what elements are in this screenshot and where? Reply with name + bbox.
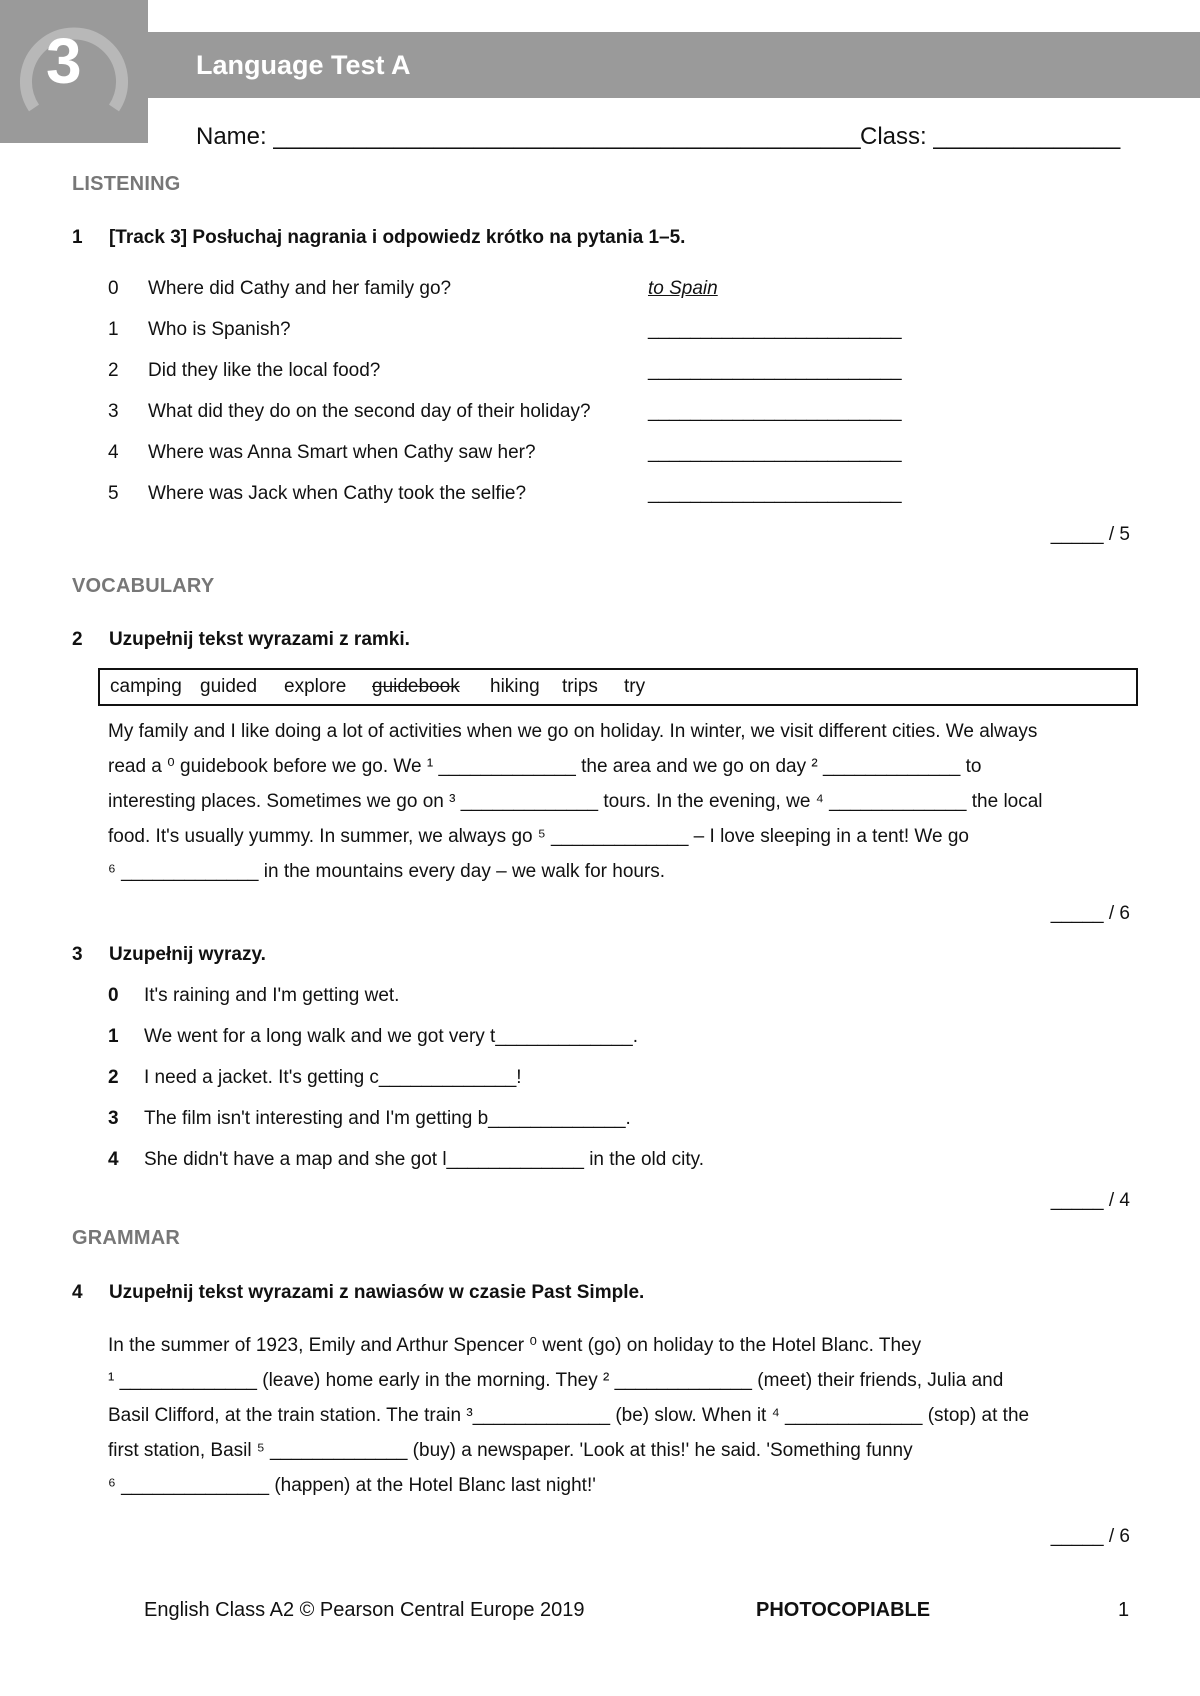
word-box-item-used: guidebook	[372, 676, 460, 697]
item-text[interactable]: She didn't have a map and she got l_____________ in the old city.	[144, 1149, 704, 1170]
paragraph-line: ¹ _____________ (leave) home early in the morning. They ² _____________ (meet) their friends, Julia and	[108, 1370, 1004, 1391]
item-number: 3	[108, 1108, 119, 1129]
vocab-item	[108, 1108, 631, 1136]
question-number: 5	[108, 483, 119, 504]
question-number: 0	[108, 278, 119, 299]
answer-blank[interactable]: ________________________	[648, 401, 902, 422]
task-3-instruction: 3 Uzupełnij wyrazy.	[72, 944, 266, 965]
footer-photocopiable: PHOTOCOPIABLE	[756, 1599, 931, 1621]
paragraph-line: ⁶ _____________ in the mountains every day – we walk for hours.	[108, 861, 666, 882]
paragraph-line: first station, Basil ⁵ _____________ (buy) a newspaper. 'Look at this!' he said. 'Something funny	[108, 1440, 913, 1461]
listening-question	[108, 278, 968, 304]
question-text: Who is Spanish?	[148, 319, 291, 340]
question-number: 1	[108, 319, 119, 340]
listening-question	[108, 442, 968, 468]
item-text[interactable]: I need a jacket. It's getting c_____________!	[144, 1067, 522, 1088]
answer-blank[interactable]: ________________________	[648, 483, 902, 504]
vocab-item	[108, 985, 399, 1013]
item-text[interactable]: The film isn't interesting and I'm getting b_____________.	[144, 1108, 631, 1129]
question-text: Where was Jack when Cathy took the selfie?	[148, 483, 527, 504]
item-number: 4	[108, 1149, 119, 1170]
answer-blank[interactable]: ________________________	[648, 360, 902, 381]
word-box-item: try	[624, 676, 646, 697]
question-number: 4	[108, 442, 119, 463]
listening-question	[108, 360, 968, 386]
item-text: It's raining and I'm getting wet.	[144, 985, 400, 1006]
grammar-paragraph	[108, 1328, 1148, 1503]
answer-blank[interactable]: ________________________	[648, 319, 902, 340]
section-heading-listening: LISTENING	[72, 173, 181, 195]
name-field[interactable]: Name: ____________________________________________	[196, 123, 861, 150]
item-number: 2	[108, 1067, 119, 1088]
vocabulary-paragraph	[108, 714, 1148, 889]
word-box-item: explore	[284, 676, 347, 697]
example-answer: to Spain	[648, 278, 718, 299]
word-box-item: hiking	[490, 676, 540, 697]
question-number: 2	[108, 360, 119, 381]
word-box-item: guided	[200, 676, 258, 697]
question-text: What did they do on the second day of their holiday?	[148, 401, 591, 422]
question-number: 3	[108, 401, 119, 422]
item-text[interactable]: We went for a long walk and we got very t_____________.	[144, 1026, 638, 1047]
word-box	[98, 668, 1138, 706]
task-4-instruction: 4 Uzupełnij tekst wyrazami z nawiasów w czasie Past Simple.	[72, 1282, 645, 1303]
score-grammar[interactable]: _____ / 6	[1050, 1526, 1130, 1547]
task-1-instruction: 1 [Track 3] Posłuchaj nagrania i odpowiedz krótko na pytania 1–5.	[72, 227, 686, 248]
item-number: 0	[108, 985, 119, 1006]
listening-question	[108, 483, 968, 509]
task-2-instruction: 2 Uzupełnij tekst wyrazami z ramki.	[72, 629, 410, 650]
question-text: Where was Anna Smart when Cathy saw her?	[148, 442, 536, 463]
class-field[interactable]: Class: ______________	[860, 123, 1121, 150]
score-listening[interactable]: _____ / 5	[1050, 524, 1130, 545]
answer-blank[interactable]: ________________________	[648, 442, 902, 463]
paragraph-line: My family and I like doing a lot of activities when we go on holiday. In winter, we visit different cities. We always	[108, 721, 1038, 742]
vocab-item	[108, 1026, 638, 1054]
paragraph-line: read a ⁰ guidebook before we go. We ¹ _____________ the area and we go on day ² _____________ to	[108, 756, 982, 777]
test-title: Language Test A	[196, 50, 411, 80]
word-box-item: trips	[562, 676, 598, 697]
question-text: Where did Cathy and her family go?	[148, 278, 452, 299]
listening-question	[108, 401, 968, 427]
word-box-item: camping	[110, 676, 182, 697]
listening-question	[108, 319, 968, 345]
item-number: 1	[108, 1026, 119, 1047]
paragraph-line: Basil Clifford, at the train station. The train ³_____________ (be) slow. When it ⁴ _____________ (stop) at the	[108, 1405, 1030, 1426]
section-heading-grammar: GRAMMAR	[72, 1227, 181, 1249]
section-heading-vocabulary: VOCABULARY	[72, 575, 215, 597]
unit-number: 3	[46, 25, 82, 97]
vocab-item	[108, 1067, 522, 1095]
paragraph-line: interesting places. Sometimes we go on ³ _____________ tours. In the evening, we ⁴ _____________ the local	[108, 791, 1043, 812]
score-vocabulary-task2[interactable]: _____ / 6	[1050, 903, 1130, 924]
footer-copyright: English Class A2 © Pearson Central Europe 2019	[144, 1599, 585, 1621]
score-vocabulary-task3[interactable]: _____ / 4	[1050, 1190, 1130, 1211]
question-text: Did they like the local food?	[148, 360, 381, 381]
paragraph-line: ⁶ ______________ (happen) at the Hotel Blanc last night!'	[108, 1475, 596, 1496]
paragraph-line: In the summer of 1923, Emily and Arthur Spencer ⁰ went (go) on holiday to the Hotel Blanc. They	[108, 1335, 922, 1356]
page-number: 1	[1118, 1599, 1130, 1621]
vocab-item	[108, 1149, 704, 1177]
paragraph-line: food. It's usually yummy. In summer, we always go ⁵ _____________ – I love sleeping in a tent! We go	[108, 826, 970, 847]
